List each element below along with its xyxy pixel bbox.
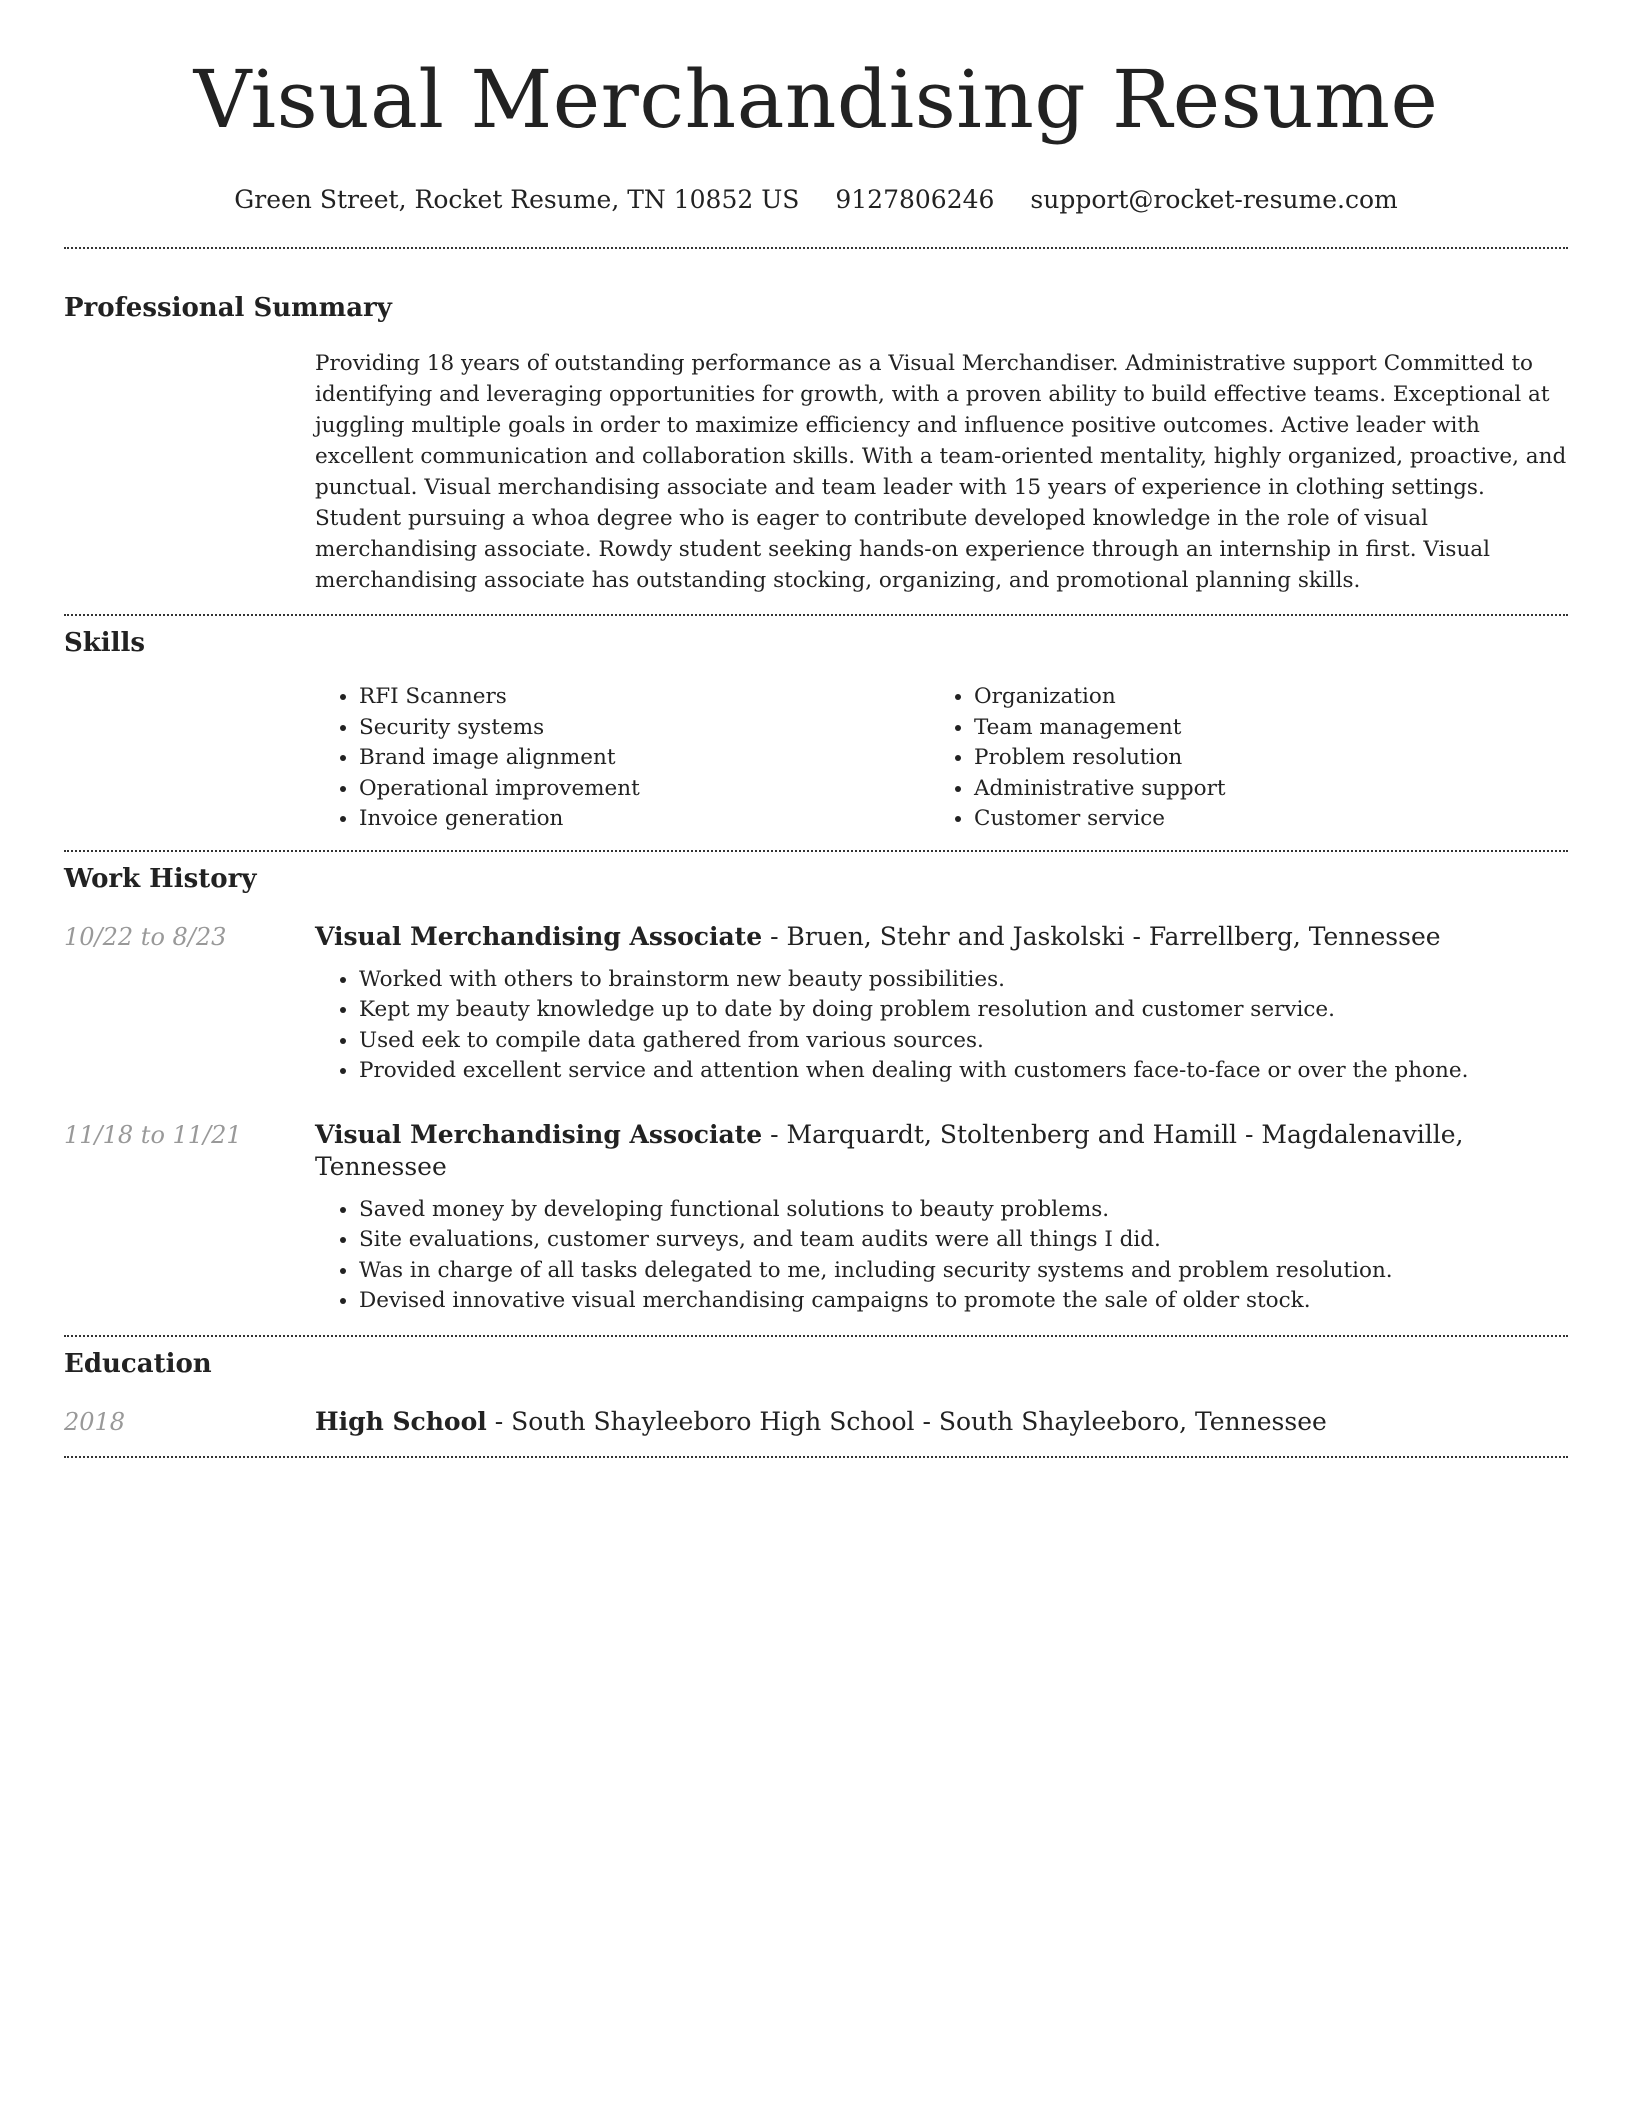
education-date: 2018	[64, 1407, 126, 1436]
job-body	[315, 921, 1568, 1087]
skills-grid	[315, 682, 1568, 835]
job-bullets	[315, 1195, 1568, 1317]
skill-item: • Invoice generation	[359, 804, 930, 835]
skill-item: • Administrative support	[974, 774, 1545, 805]
summary-body	[315, 348, 1568, 596]
skill-item: • Brand image alignment	[359, 743, 930, 774]
job-bullet: • Site evaluations, customer surveys, and team audits were all things I did.	[359, 1225, 1568, 1256]
skill-item: • Customer service	[974, 804, 1545, 835]
skills-section	[64, 616, 1568, 835]
summary-text: Providing 18 years of outstanding performance as a Visual Merchandiser. Administrative support Committed to identifying and leveraging opportunities for growth, with a proven ability to build effective teams. Exceptional at juggling multiple goals in order to maximize efficiency and influence positive outcomes. Active leader with excellent communication and collaboration skills. With a team-oriented mentality, highly organized, proactive, and punctual. Visual merchandising associate and team leader with 15 years of experience in clothing settings. Student pursuing a whoa degree who is eager to contribute developed knowledge in the role of visual merchandising associate. Rowdy student seeking hands-on experience through an internship in first. Visual merchandising associate has outstanding stocking, organizing, and promotional planning skills.	[315, 351, 1567, 593]
job-body	[315, 1119, 1568, 1317]
job-employer-location: - Marquardt, Stoltenberg and Hamill - Magdalenaville, Tennessee	[315, 1119, 1464, 1181]
skill-item: • Problem resolution	[974, 743, 1545, 774]
skill-item: • Team management	[974, 713, 1545, 744]
job-bullets	[315, 965, 1568, 1087]
summary-section	[64, 249, 1568, 596]
resume-page	[64, 0, 1568, 1458]
education-section	[64, 1337, 1568, 1438]
divider	[64, 1456, 1568, 1458]
education-heading: Education	[64, 1348, 212, 1379]
job-title: Visual Merchandising Associate	[315, 921, 763, 951]
education-degree: High School	[315, 1406, 487, 1436]
contact-address: Green Street, Rocket Resume, TN 10852 US	[234, 185, 800, 214]
contact-line	[64, 184, 1568, 216]
job-bullet: • Saved money by developing functional solutions to beauty problems.	[359, 1195, 1568, 1226]
skills-list-left	[315, 682, 930, 835]
job-heading	[315, 1119, 1568, 1183]
job-dates: 11/18 to 11/21	[64, 1120, 242, 1149]
skills-heading: Skills	[64, 628, 146, 658]
work-heading: Work History	[64, 863, 257, 894]
job-bullet: • Was in charge of all tasks delegated to me, including security systems and problem resolution.	[359, 1256, 1568, 1287]
job-title: Visual Merchandising Associate	[315, 1119, 763, 1149]
education-school-location: - South Shayleeboro High School - South Shayleeboro, Tennessee	[486, 1406, 1327, 1436]
skill-item: • Operational improvement	[359, 774, 930, 805]
job-heading	[315, 921, 1568, 953]
contact-phone: 9127806246	[835, 185, 995, 214]
job-bullet: • Kept my beauty knowledge up to date by doing problem resolution and customer service.	[359, 995, 1568, 1026]
education-entry	[64, 1406, 1568, 1438]
work-section	[64, 852, 1568, 1317]
education-heading-line	[315, 1406, 1568, 1438]
skills-list-right	[930, 682, 1545, 835]
contact-email: support@rocket-resume.com	[1030, 185, 1398, 214]
job-bullet: • Worked with others to brainstorm new beauty possibilities.	[359, 965, 1568, 996]
education-body	[315, 1406, 1568, 1438]
job-employer-location: - Bruen, Stehr and Jaskolski - Farrellberg, Tennessee	[762, 921, 1441, 951]
summary-heading: Professional Summary	[64, 293, 392, 323]
skill-item: • Organization	[974, 682, 1545, 713]
job-entry	[64, 921, 1568, 1087]
job-bullet: • Devised innovative visual merchandising campaigns to promote the sale of older stock.	[359, 1286, 1568, 1317]
resume-title: Visual Merchandising Resume	[193, 53, 1439, 146]
skill-item: • RFI Scanners	[359, 682, 930, 713]
job-bullet: • Provided excellent service and attention when dealing with customers face-to-face or over the phone.	[359, 1056, 1568, 1087]
skill-item: • Security systems	[359, 713, 930, 744]
job-bullet: • Used eek to compile data gathered from various sources.	[359, 1026, 1568, 1057]
job-entry	[64, 1119, 1568, 1317]
job-dates: 10/22 to 8/23	[64, 922, 227, 951]
